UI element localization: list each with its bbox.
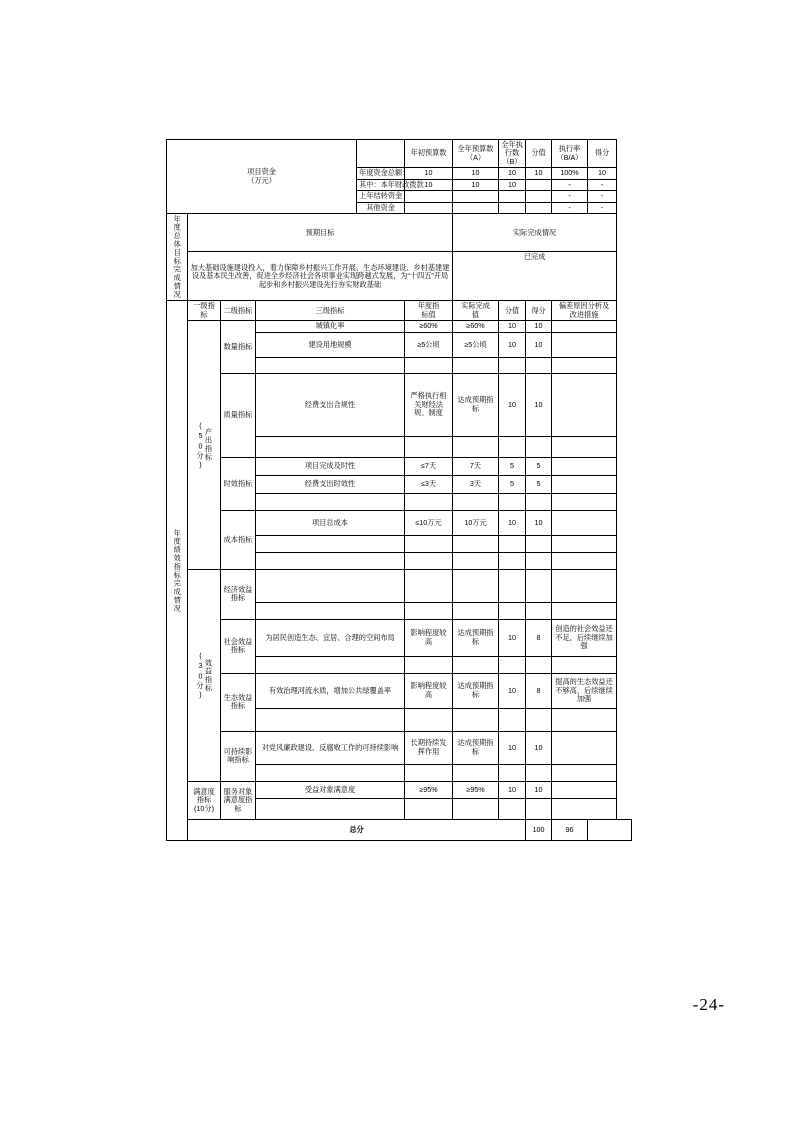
- funding-row-2-initial: [405, 191, 453, 202]
- indicator-level3: 经费支出时效性: [256, 475, 405, 493]
- indicator-score: [526, 764, 552, 781]
- indicator-row: [167, 373, 632, 436]
- indicator-level1-satisfaction-line3: (10分): [194, 803, 214, 813]
- indicator-score: [526, 798, 552, 819]
- funding-col-score: 得分: [588, 140, 617, 168]
- annual-goal-content-row: [167, 252, 632, 301]
- indicator-actual: 达成预期指标: [453, 673, 499, 708]
- main-table: [166, 139, 632, 841]
- funding-row-3-executed: [499, 202, 526, 213]
- indicator-score: 10: [526, 373, 552, 436]
- indicator-col-actual: [453, 301, 499, 321]
- funding-row-0-score-value: 10: [526, 168, 552, 179]
- indicator-actual: [453, 493, 499, 510]
- indicator-row: [167, 673, 632, 708]
- indicator-actual: 7天: [453, 457, 499, 475]
- indicator-deviation: [552, 373, 617, 436]
- funding-row-0-score: 10: [588, 168, 617, 179]
- indicator-actual: [453, 436, 499, 457]
- annual-goal-actual-header: 实际完成情况: [453, 214, 617, 252]
- indicator-level1-output: [188, 321, 221, 569]
- annual-goal-side-label: 年度总体目标完成情况: [167, 214, 188, 301]
- indicator-actual: [453, 357, 499, 373]
- deviation-line1: 偏差原因分析及: [558, 301, 610, 311]
- indicator-target: [405, 602, 453, 619]
- indicator-target: [405, 535, 453, 552]
- indicator-level1-satisfaction: [188, 781, 221, 819]
- annual-goal-header-row: [167, 214, 632, 252]
- indicator-score-value: 5: [499, 475, 526, 493]
- indicator-score-value: 10: [499, 373, 526, 436]
- funding-row-label-line1: 项目资金: [247, 167, 276, 177]
- indicator-score-value: [499, 552, 526, 569]
- indicator-deviation: [552, 798, 617, 819]
- indicator-deviation: 创造的社会效益还不足，后续继续加强: [552, 619, 617, 656]
- indicator-target: [405, 569, 453, 602]
- annual-budget-line2: （A）: [465, 152, 486, 162]
- funding-row-3-score-value: [526, 202, 552, 213]
- indicator-target: [405, 436, 453, 457]
- indicator-level3: [256, 708, 405, 731]
- total-deviation: [588, 819, 632, 840]
- funding-col-initial-budget: 年初预算数: [405, 140, 453, 168]
- funding-row-2-score-value: [526, 191, 552, 202]
- funding-row-1-executed: 10: [499, 179, 526, 190]
- indicator-target: ≤3天: [405, 475, 453, 493]
- indicator-level3: [256, 656, 405, 673]
- indicator-score: [526, 602, 552, 619]
- indicator-level1-benefit: [188, 569, 221, 781]
- indicator-score: 8: [526, 619, 552, 656]
- target-line2: 标值: [421, 309, 436, 319]
- indicator-level3: [256, 764, 405, 781]
- indicator-score-value: [499, 535, 526, 552]
- indicator-score-value: [499, 493, 526, 510]
- indicator-actual: 达成预期指标: [453, 619, 499, 656]
- indicator-score-value: 10: [499, 781, 526, 798]
- indicator-actual: [453, 764, 499, 781]
- indicator-deviation: [552, 535, 617, 552]
- indicator-actual: [453, 708, 499, 731]
- indicator-score-value: 10: [499, 673, 526, 708]
- indicator-score-value: [499, 436, 526, 457]
- indicator-score: [526, 436, 552, 457]
- indicator-score: 8: [526, 673, 552, 708]
- indicator-level1-benefit-text: 效益指标: [204, 658, 214, 693]
- indicator-deviation: [552, 475, 617, 493]
- indicator-col-level1-text: 一级指标: [193, 301, 215, 319]
- indicator-score-value: 10: [499, 619, 526, 656]
- indicator-deviation: [552, 656, 617, 673]
- indicator-actual: 3天: [453, 475, 499, 493]
- funding-row-2-score: -: [588, 191, 617, 202]
- indicator-deviation: [552, 510, 617, 535]
- indicator-target: 影响程度较高: [405, 673, 453, 708]
- indicator-row: [167, 510, 632, 535]
- funding-row-2-label: 上年结转资金: [357, 191, 405, 202]
- indicator-level3: [256, 552, 405, 569]
- funding-row-1-budget: 10: [453, 179, 499, 190]
- total-score: 96: [552, 819, 588, 840]
- indicator-level3: [256, 357, 405, 373]
- indicator-score-value: [499, 569, 526, 602]
- total-label: 总分: [188, 819, 526, 840]
- funding-row-1-score: -: [588, 179, 617, 190]
- indicator-score-value: 10: [499, 731, 526, 764]
- funding-row-label-line2: （万元）: [247, 175, 276, 185]
- funding-row-3-budget: [453, 202, 499, 213]
- indicator-deviation: [552, 321, 617, 332]
- indicator-score: 10: [526, 731, 552, 764]
- indicator-target: [405, 552, 453, 569]
- indicator-level2-ecological: 生态效益指标: [221, 673, 256, 731]
- indicator-level3: 受益对象满意度: [256, 781, 405, 798]
- indicator-actual: [453, 535, 499, 552]
- funding-col-score-value: 分值: [526, 140, 552, 168]
- indicator-target: ≤7天: [405, 457, 453, 475]
- indicator-level3: [256, 436, 405, 457]
- indicator-score: [526, 535, 552, 552]
- indicator-score: [526, 708, 552, 731]
- funding-row-1-score-value: [526, 179, 552, 190]
- execution-rate-line2: （B/A）: [556, 152, 583, 162]
- indicator-level1-benefit-score: (30分): [196, 650, 205, 700]
- indicator-level1-satisfaction-line1: 满意度: [193, 786, 215, 796]
- annual-executed-line1: 全年执行数: [501, 140, 523, 158]
- funding-row-2-rate: -: [552, 191, 588, 202]
- indicator-score-value: [499, 798, 526, 819]
- indicator-row: [167, 457, 632, 475]
- indicator-actual: ≥95%: [453, 781, 499, 798]
- indicator-actual: 达成预期指标: [453, 731, 499, 764]
- indicator-level2-timeliness: 时效指标: [221, 457, 256, 510]
- annual-budget-line1: 全年预算数: [457, 144, 494, 154]
- indicator-score-value: [499, 708, 526, 731]
- annual-executed-line2: （B）: [502, 156, 522, 166]
- indicator-score: 5: [526, 475, 552, 493]
- indicator-col-target: [405, 301, 453, 321]
- funding-header-row: [167, 140, 632, 168]
- indicator-score: [526, 552, 552, 569]
- deviation-line2: 改进措施: [569, 309, 599, 319]
- funding-row-2-budget: [453, 191, 499, 202]
- indicator-col-score-value: 分值: [499, 301, 526, 321]
- indicator-level2-sustainable: 可持续影响指标: [221, 731, 256, 781]
- indicator-level3: [256, 535, 405, 552]
- indicator-actual: 10万元: [453, 510, 499, 535]
- indicator-score-value: [499, 656, 526, 673]
- total-row: [167, 819, 632, 840]
- indicator-level3: [256, 798, 405, 819]
- funding-col-blank: [357, 140, 405, 168]
- indicator-level1-satisfaction-line2: 指标: [196, 795, 212, 805]
- indicator-level1-output-text: 产出指标: [204, 428, 214, 462]
- funding-row-3-score: -: [588, 202, 617, 213]
- indicator-deviation: [552, 764, 617, 781]
- indicator-score-value: [499, 602, 526, 619]
- indicator-col-level2: 二级指标: [221, 301, 256, 321]
- indicator-row: [167, 781, 632, 798]
- funding-row-label: [167, 140, 357, 214]
- indicator-level3: [256, 569, 405, 602]
- indicator-deviation: 提高的生态效益还不够高，后续继续加强: [552, 673, 617, 708]
- indicator-actual: ≥5公顷: [453, 332, 499, 357]
- indicator-level2-service-satisfaction: 服务对象满意度指标: [221, 781, 256, 819]
- indicator-actual: ≥60%: [453, 321, 499, 332]
- indicator-target: ≥95%: [405, 781, 453, 798]
- indicator-col-deviation: [552, 301, 617, 321]
- indicator-level3: [256, 493, 405, 510]
- indicator-level3: 项目总成本: [256, 510, 405, 535]
- indicator-target: [405, 656, 453, 673]
- indicator-level3: [256, 602, 405, 619]
- indicator-row: [167, 619, 632, 656]
- indicator-score: 10: [526, 321, 552, 332]
- actual-line1: 实际完成: [461, 301, 490, 311]
- funding-row-1-label: 其中：本年财政拨款: [357, 179, 405, 190]
- annual-goal-actual-text: 已完成: [453, 252, 617, 301]
- indicator-actual: 达成预期指标: [453, 373, 499, 436]
- indicator-row: [167, 569, 632, 602]
- indicator-score-value: 10: [499, 510, 526, 535]
- indicator-level2-quality: 质量指标: [221, 373, 256, 457]
- indicator-deviation: [552, 569, 617, 602]
- indicator-target: ≤10万元: [405, 510, 453, 535]
- indicator-actual: [453, 552, 499, 569]
- indicator-level2-social: 社会效益指标: [221, 619, 256, 673]
- indicator-level3: 为居民创造生态、宜居、合理的空间布局: [256, 619, 405, 656]
- indicator-level3: 有效治理河流水质，增加公共绿覆盖率: [256, 673, 405, 708]
- indicator-target: [405, 493, 453, 510]
- funding-row-0-label: 年度资金总额：: [357, 168, 405, 179]
- indicators-header-row: [167, 301, 632, 321]
- indicator-deviation: [552, 332, 617, 357]
- performance-evaluation-table: [166, 139, 632, 841]
- indicator-deviation: [552, 602, 617, 619]
- indicator-level2-cost: 成本指标: [221, 510, 256, 569]
- funding-row-3-label: 其他资金: [357, 202, 405, 213]
- indicator-target: [405, 764, 453, 781]
- indicator-score-value: [499, 357, 526, 373]
- indicator-score: 10: [526, 332, 552, 357]
- indicator-deviation: [552, 708, 617, 731]
- funding-row-1-rate: -: [552, 179, 588, 190]
- indicator-actual: [453, 569, 499, 602]
- indicator-col-score: 得分: [526, 301, 552, 321]
- funding-row-0-initial: 10: [405, 168, 453, 179]
- indicator-score: 10: [526, 510, 552, 535]
- indicator-target: ≥5公顷: [405, 332, 453, 357]
- indicator-score: [526, 357, 552, 373]
- indicator-level3: 经费支出合规性: [256, 373, 405, 436]
- indicator-col-level1: [188, 301, 221, 321]
- indicator-target: [405, 357, 453, 373]
- indicator-actual: [453, 798, 499, 819]
- funding-row-3-rate: -: [552, 202, 588, 213]
- indicator-score: [526, 656, 552, 673]
- annual-goal-expected-text: 加大基础设施建设投入，着力保障乡村振兴工作开展、生态环境建设、乡村基建建设及基本民生改善，促进全乡经济社会各项事业实现跨越式发展，为“十四五”开局起步和乡村振兴建设先行夯实财政基础: [188, 252, 453, 301]
- indicator-level2-economic: 经济效益指标: [221, 569, 256, 619]
- execution-rate-line1: 执行率: [558, 144, 581, 154]
- indicator-target: [405, 708, 453, 731]
- indicator-target: 长期持续发挥作用: [405, 731, 453, 764]
- funding-col-execution-rate: [552, 140, 588, 168]
- indicator-level1-output-score: (50分): [196, 420, 205, 470]
- indicator-deviation: [552, 457, 617, 475]
- funding-row-3-initial: [405, 202, 453, 213]
- indicator-score: 5: [526, 457, 552, 475]
- indicator-target: [405, 798, 453, 819]
- indicator-deviation: [552, 552, 617, 569]
- target-line1: 年度指: [417, 301, 440, 311]
- indicator-score-value: 5: [499, 457, 526, 475]
- indicator-deviation: [552, 436, 617, 457]
- indicator-row: [167, 731, 632, 764]
- indicator-score: [526, 569, 552, 602]
- indicator-score-value: [499, 764, 526, 781]
- funding-col-annual-budget: [453, 140, 499, 168]
- indicator-target: 影响程度较高: [405, 619, 453, 656]
- total-score-value: 100: [526, 819, 552, 840]
- annual-goal-expected-header: 预期目标: [188, 214, 453, 252]
- indicator-target: ≥60%: [405, 321, 453, 332]
- indicator-deviation: [552, 781, 617, 798]
- funding-row-0-rate: 100%: [552, 168, 588, 179]
- indicator-score: [526, 493, 552, 510]
- indicator-deviation: [552, 493, 617, 510]
- indicator-deviation: [552, 357, 617, 373]
- indicator-actual: [453, 602, 499, 619]
- indicator-level3: 建设用地规模: [256, 332, 405, 357]
- funding-row-0-executed: 10: [499, 168, 526, 179]
- funding-row-2-executed: [499, 191, 526, 202]
- indicator-col-level3: 三级指标: [256, 301, 405, 321]
- funding-col-annual-executed: [499, 140, 526, 168]
- indicator-deviation: [552, 731, 617, 764]
- indicator-score: 10: [526, 781, 552, 798]
- indicators-side-label: 年度绩效指标完成情况: [167, 301, 188, 840]
- indicator-score-value: 10: [499, 332, 526, 357]
- indicator-level2-quantity: 数量指标: [221, 321, 256, 373]
- page-number: -24-: [692, 995, 725, 1014]
- indicator-level3: 项目完成及时性: [256, 457, 405, 475]
- indicator-score-value: 10: [499, 321, 526, 332]
- funding-row-1-initial: 10: [405, 179, 453, 190]
- indicator-actual: [453, 656, 499, 673]
- indicator-target: 严格执行相关财经法规、制度: [405, 373, 453, 436]
- indicator-level3: 城镇化率: [256, 321, 405, 332]
- indicator-row: [167, 321, 632, 332]
- actual-line2: 值: [471, 309, 480, 319]
- funding-row-0-budget: 10: [453, 168, 499, 179]
- indicator-level3: 对党风廉政建设、反腐败工作的可持续影响: [256, 731, 405, 764]
